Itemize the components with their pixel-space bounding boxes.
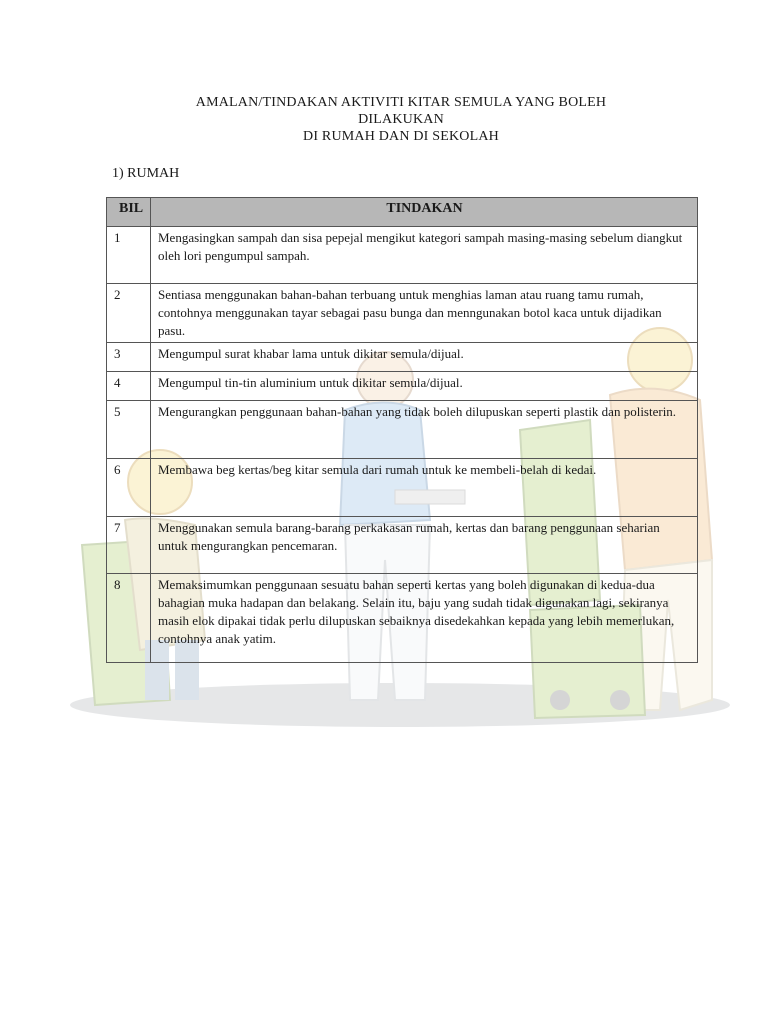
row-text: Mengasingkan sampah dan sisa pepejal mengikut kategori sampah masing-masing sebelum diangkut oleh lori pengumpul sampah. bbox=[151, 227, 698, 284]
row-number: 4 bbox=[107, 372, 151, 401]
row-number: 2 bbox=[107, 284, 151, 343]
table-row bbox=[107, 517, 698, 574]
title-line: DILAKUKAN bbox=[358, 112, 444, 127]
row-number: 6 bbox=[107, 459, 151, 517]
column-header-bil: BIL bbox=[107, 198, 151, 227]
table-row bbox=[107, 284, 698, 343]
table-row bbox=[107, 574, 698, 663]
row-text: Mengumpul surat khabar lama untuk dikitar semula/dijual. bbox=[151, 343, 698, 372]
row-text: Mengumpul tin-tin aluminium untuk dikitar semula/dijual. bbox=[151, 372, 698, 401]
table-row bbox=[107, 343, 698, 372]
table-header-row bbox=[107, 198, 698, 227]
row-text: Sentiasa menggunakan bahan-bahan terbuang untuk menghias laman atau ruang tamu rumah, contohnya menggunakan tayar sebagai pasu bunga dan menngunakan botol kaca untuk dijadikan pasu. bbox=[151, 284, 698, 343]
table-row bbox=[107, 227, 698, 284]
column-header-tindakan: TINDAKAN bbox=[151, 198, 698, 227]
row-number: 7 bbox=[107, 517, 151, 574]
row-text: Menggunakan semula barang-barang perkakasan rumah, kertas dan barang penggunaan seharian untuk mengurangkan pencemaran. bbox=[151, 517, 698, 574]
row-number: 5 bbox=[107, 401, 151, 459]
row-text: Memaksimumkan penggunaan sesuatu bahan seperti kertas yang boleh digunakan di kedua-dua bahagian muka hadapan dan belakang. Selain itu, baju yang sudah tidak digunakan lagi, sekiranya masih elok dipakai tidak perlu dilupuskan sebaiknya disedekahkan kepada yang lebih memerlukan, contohnya anak yatim. bbox=[151, 574, 698, 663]
row-number: 1 bbox=[107, 227, 151, 284]
row-text: Membawa beg kertas/beg kitar semula dari rumah untuk ke membeli-belah di kedai. bbox=[151, 459, 698, 517]
document-title bbox=[105, 94, 697, 145]
table-row bbox=[107, 459, 698, 517]
title-line: DI RUMAH DAN DI SEKOLAH bbox=[303, 129, 499, 144]
row-number: 3 bbox=[107, 343, 151, 372]
table-row bbox=[107, 372, 698, 401]
title-line: AMALAN/TINDAKAN AKTIVITI KITAR SEMULA YANG BOLEH bbox=[195, 95, 607, 110]
table-row bbox=[107, 401, 698, 459]
row-number: 8 bbox=[107, 574, 151, 663]
row-text: Mengurangkan penggunaan bahan-bahan yang tidak boleh dilupuskan seperti plastik dan polisterin. bbox=[151, 401, 698, 459]
section-heading: 1) RUMAH bbox=[112, 166, 180, 181]
actions-table bbox=[106, 197, 698, 663]
